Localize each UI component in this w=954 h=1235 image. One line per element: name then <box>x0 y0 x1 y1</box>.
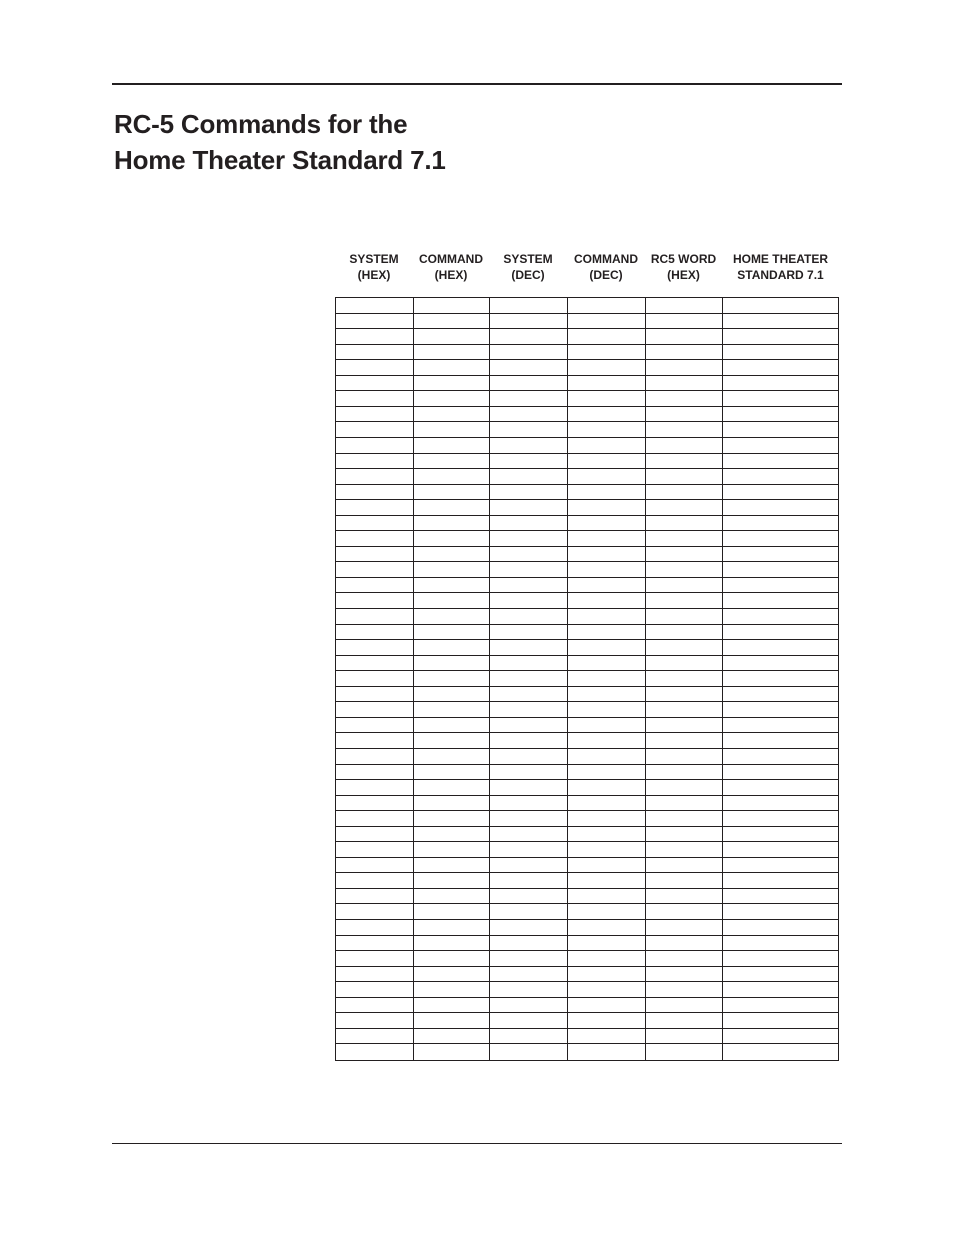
table-row-divider <box>336 717 838 718</box>
command-table-grid <box>335 297 839 1061</box>
table-row-divider <box>336 608 838 609</box>
table-row-divider <box>336 935 838 936</box>
bottom-rule <box>112 1143 842 1144</box>
table-row-divider <box>336 701 838 702</box>
table-row-divider <box>336 764 838 765</box>
table-row-divider <box>336 826 838 827</box>
column-header-home-theater-standard: HOME THEATER STANDARD 7.1 <box>732 252 829 282</box>
top-rule <box>112 83 842 85</box>
table-row-divider <box>336 1028 838 1029</box>
table-row-divider <box>336 437 838 438</box>
table-row-divider <box>336 406 838 407</box>
table-row-divider <box>336 313 838 314</box>
table-column-divider <box>489 298 490 1060</box>
table-row-divider <box>336 732 838 733</box>
table-row-divider <box>336 748 838 749</box>
table-row-divider <box>336 328 838 329</box>
table-row-divider <box>336 670 838 671</box>
column-header-rc5-word-hex: RC5 WORD (HEX) <box>650 252 717 282</box>
table-row-divider <box>336 1012 838 1013</box>
page-title-line-2: Home Theater Standard 7.1 <box>114 145 446 175</box>
table-row-divider <box>336 468 838 469</box>
table-row-divider <box>336 857 838 858</box>
table-row-divider <box>336 950 838 951</box>
table-row-divider <box>336 390 838 391</box>
table-row-divider <box>336 515 838 516</box>
column-header-system-dec: SYSTEM (DEC) <box>503 252 553 282</box>
table-header <box>335 251 839 291</box>
table-row-divider <box>336 903 838 904</box>
table-row-divider <box>336 1043 838 1044</box>
table-row-divider <box>336 453 838 454</box>
table-row-divider <box>336 421 838 422</box>
table-row-divider <box>336 499 838 500</box>
table-row-divider <box>336 344 838 345</box>
table-row-divider <box>336 484 838 485</box>
table-row-divider <box>336 841 838 842</box>
table-row-divider <box>336 375 838 376</box>
column-header-system-hex: SYSTEM (HEX) <box>349 252 399 282</box>
table-row-divider <box>336 888 838 889</box>
table-column-divider <box>567 298 568 1060</box>
table-row-divider <box>336 561 838 562</box>
page-title-line-1: RC-5 Commands for the <box>114 109 408 139</box>
table-row-divider <box>336 530 838 531</box>
column-header-command-dec: COMMAND (DEC) <box>574 252 638 282</box>
table-row-divider <box>336 919 838 920</box>
table-row-divider <box>336 810 838 811</box>
table-row-divider <box>336 997 838 998</box>
table-row-divider <box>336 624 838 625</box>
table-row-divider <box>336 655 838 656</box>
table-column-divider <box>413 298 414 1060</box>
table-column-divider <box>722 298 723 1060</box>
table-row-divider <box>336 359 838 360</box>
table-row-divider <box>336 795 838 796</box>
table-row-divider <box>336 577 838 578</box>
table-row-divider <box>336 981 838 982</box>
table-row-divider <box>336 872 838 873</box>
table-row-divider <box>336 592 838 593</box>
column-header-command-hex: COMMAND (HEX) <box>419 252 483 282</box>
table-row-divider <box>336 546 838 547</box>
table-column-divider <box>645 298 646 1060</box>
table-row-divider <box>336 686 838 687</box>
page-title <box>114 106 446 178</box>
table-row-divider <box>336 779 838 780</box>
table-row-divider <box>336 639 838 640</box>
table-row-divider <box>336 966 838 967</box>
